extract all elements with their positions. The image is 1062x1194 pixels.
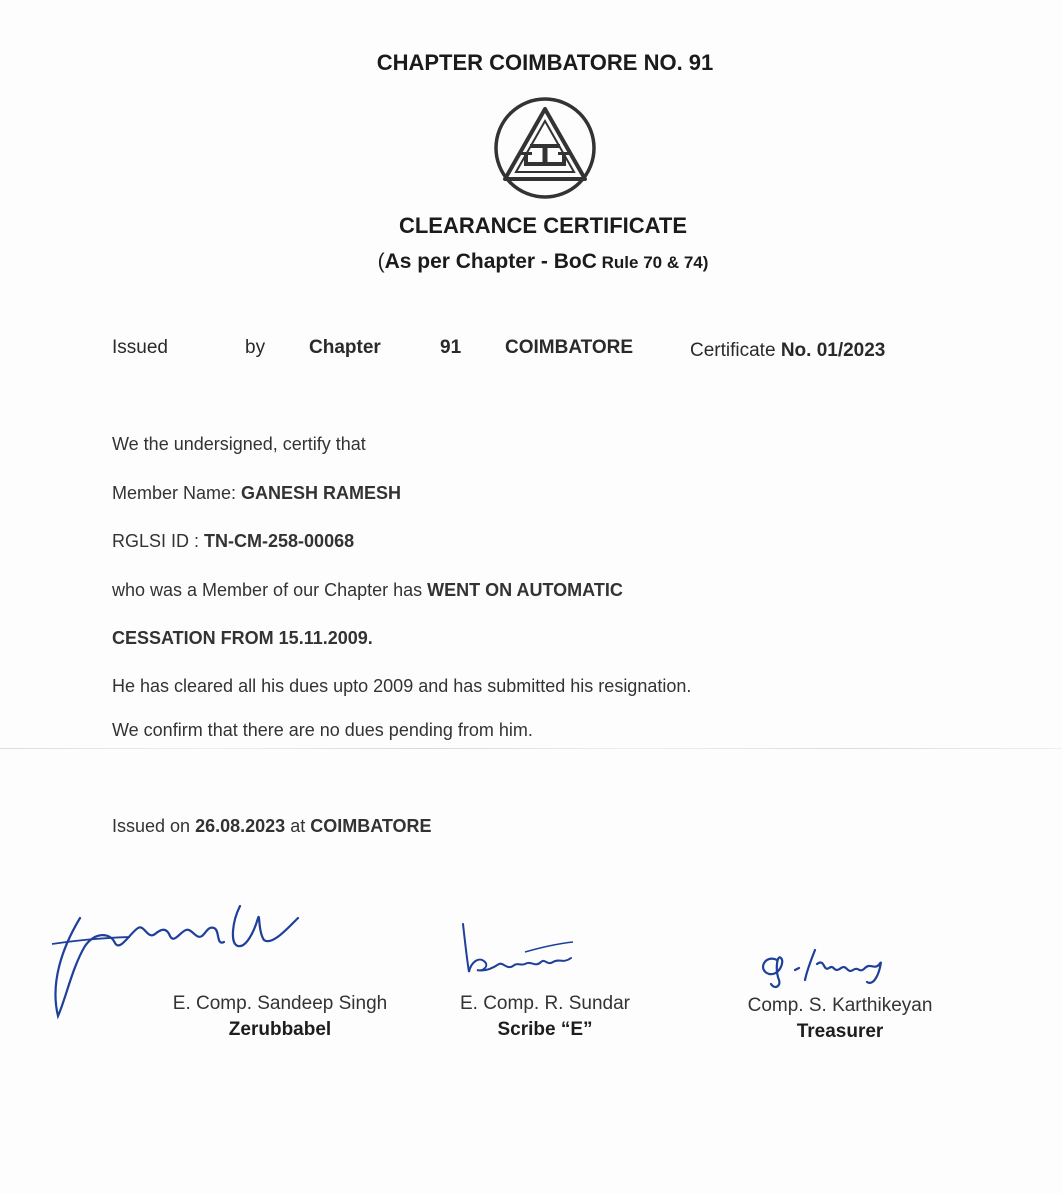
certificate-title: CLEARANCE CERTIFICATE [398,213,688,238]
chapter-title: CHAPTER COIMBATORE NO. 91 [376,50,714,75]
certificate-subtitle [0,250,1062,274]
status-bold: WENT ON AUTOMATIC [427,580,623,600]
royal-arch-emblem [486,96,604,200]
member-line [112,483,401,504]
subtitle-main: As per Chapter - BoC [384,250,597,273]
subtitle-open: ( [377,250,385,273]
issued-on-date: 26.08.2023 [195,816,286,836]
signatory-2 [425,993,665,1041]
issued-on-place: COIMBATORE [310,816,432,836]
chapter-number: 91 [440,337,462,358]
by-word: by [245,337,266,358]
signatory-1-role: Zerubbabel [228,1019,332,1040]
member-label: Member Name: [112,483,237,503]
issued-on-at: at [290,816,306,836]
issued-on-line [112,816,432,837]
issued-word: Issued [112,337,168,358]
signature-scribe [455,922,585,982]
certificate-number [690,340,885,362]
signatory-3 [720,995,960,1043]
signatory-3-role: Treasurer [796,1021,884,1042]
certificate-label: Certificate [690,340,776,361]
chapter-word: Chapter [309,337,381,358]
signature-treasurer [755,940,915,990]
dues-line: He has cleared all his dues upto 2009 and has submitted his resignation. [112,676,692,696]
id-label: RGLSI ID : [112,531,200,551]
certificate-no: No. 01/2023 [780,340,886,361]
subtitle-rule: Rule 70 & 74) [596,253,709,272]
intro-line: We the undersigned, certify that [112,434,366,454]
status-continuation: CESSATION FROM 15.11.2009. [112,628,373,648]
signatory-1 [160,993,400,1041]
signatory-3-name: Comp. S. Karthikeyan [747,995,933,1016]
chapter-city: COIMBATORE [505,337,634,358]
signatory-2-name: E. Comp. R. Sundar [459,993,631,1014]
id-line [112,531,354,552]
scan-artifact-line [0,748,1062,749]
issued-on-prefix: Issued on [112,816,191,836]
member-name: GANESH RAMESH [241,483,402,503]
id-value: TN-CM-258-00068 [204,531,355,551]
status-line [112,580,623,601]
signatory-2-role: Scribe “E” [497,1019,593,1040]
confirm-line: We confirm that there are no dues pending from him. [112,720,533,740]
signatory-1-name: E. Comp. Sandeep Singh [172,993,388,1014]
status-prefix: who was a Member of our Chapter has [112,580,423,600]
